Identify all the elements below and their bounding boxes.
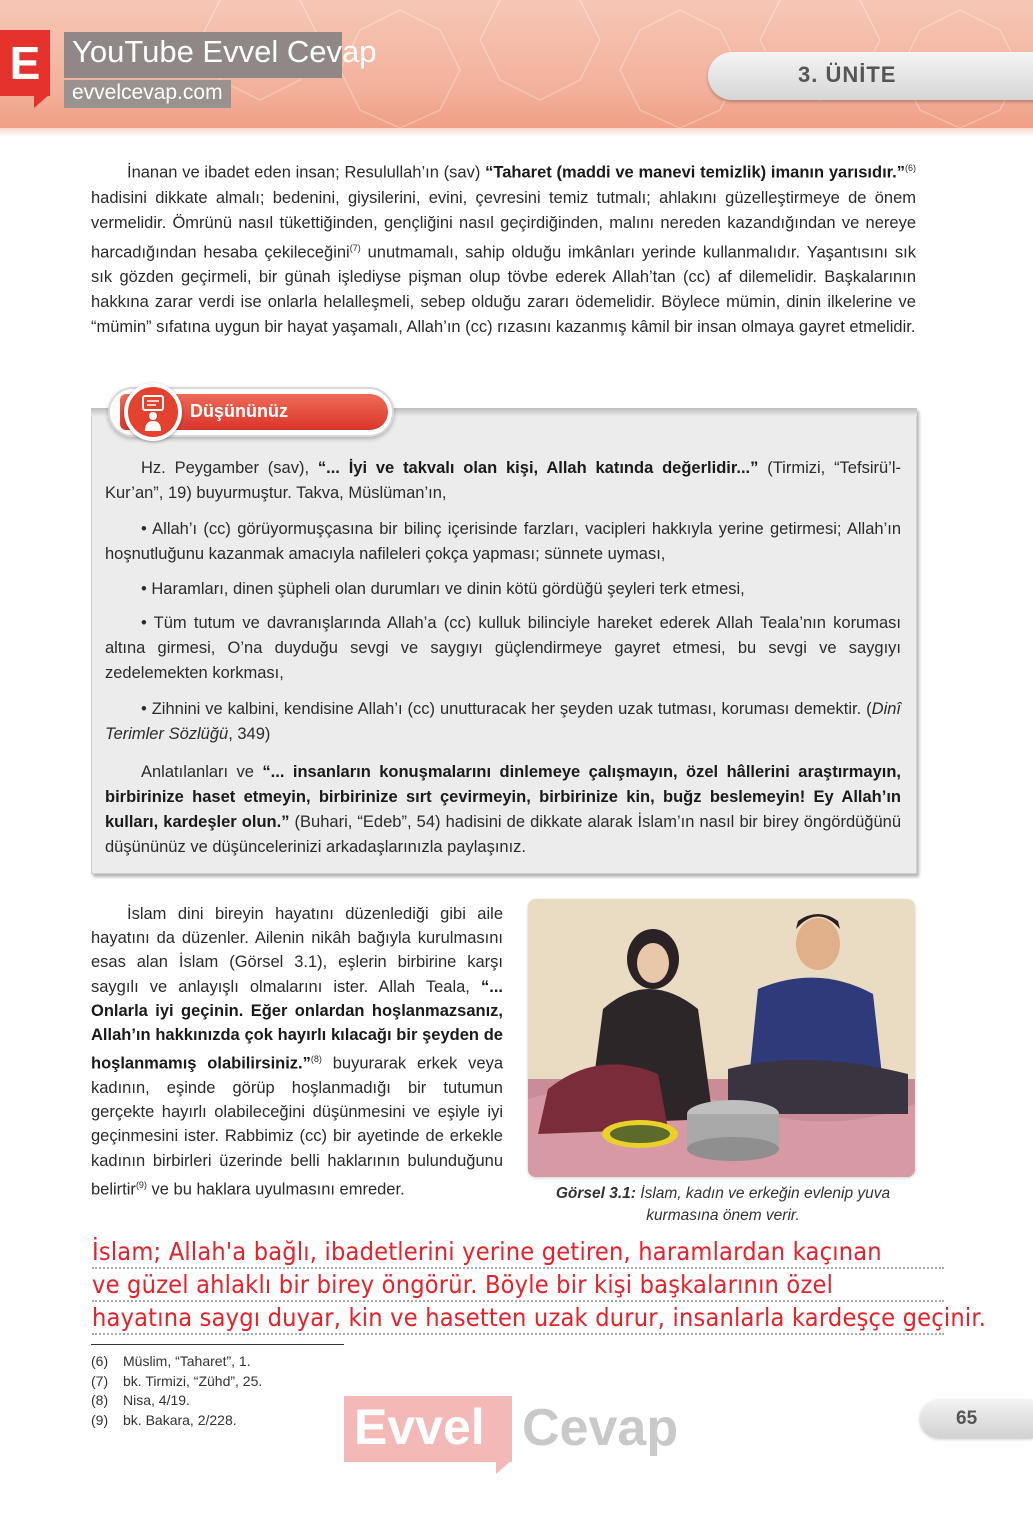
- page-number: 65: [920, 1400, 1033, 1438]
- brand-title: YouTube Evvel Cevap: [64, 32, 342, 78]
- footnotes: [91, 1352, 262, 1430]
- answer-line-3: hayatına saygı duyar, kin ve hasetten uzak durur, insanlarla kardeşçe geçinir.: [92, 1303, 944, 1335]
- think-paragraph-1: Hz. Peygamber (sav), “... İyi ve takvalı olan kişi, Allah katında değerlidir...” (Tirmizi, “Tefsirü’l-Kur’an”, 19) buyurmuştur. Takva, Müslüman’ın,: [105, 459, 901, 502]
- photo-caption: Görsel 3.1: İslam, kadın ve erkeğin evlenip yuva kurmasına önem verir.: [555, 1185, 891, 1224]
- couple-illustration: [528, 899, 915, 1177]
- family-photo: [528, 899, 915, 1177]
- watermark-tail: [496, 1460, 512, 1474]
- think-bullet-3: • Tüm tutum ve davranışlarında Allah’a (cc) kulluk bilinciyle hareket ederek Allah Teala’nın koruması altına girmesi, O’na duyduğu sevgi ve saygıyı güçlendirmeye gayret etmesi, bu sevgi ve saygıyı zedelemekten korkması,: [105, 614, 901, 682]
- think-title: Düşününüz: [120, 394, 388, 430]
- brand-logo-tail: [34, 94, 50, 108]
- thinking-person-icon: [124, 383, 182, 441]
- think-bullet-1: • Allah’ı (cc) görüyormuşçasına bir bilinç içerisinde farzları, vacipleri hakkıyla yerine getirmesi; Allah’ın hoşnutluğunu kazanmak amacıyla nafileleri çokça yapması; sünnete uyması,: [105, 520, 901, 563]
- footnote-item: (7) bk. Tirmizi, “Zühd”, 25.: [91, 1372, 263, 1389]
- unit-tab: 3. ÜNİTE: [708, 52, 1033, 100]
- think-paragraph-last: Anlatılanları ve “... insanların konuşmalarını dinlemeye çalışmayın, özel hâllerini araştırmayın, birbirinize haset etmeyin, birbirinize sırt çevirmeyin, birbirinize kin, buğz beslemeyin! Ey Allah’ın kulları, kardeşler olun.” (Buhari, “Edeb”, 54) hadisini de dikkate alarak İslam’ın nasıl bir birey öngördüğünü düşününüz ve düşüncelerinizi arkadaşlarınızla paylaşınız.: [105, 763, 902, 856]
- watermark-evvel: Evvel: [344, 1396, 512, 1462]
- think-bullet-2: • Haramları, dinen şüpheli olan durumları ve dinin kötü gördüğü şeyleri terk etmesi,: [141, 580, 745, 598]
- brand-url: evvelcevap.com: [64, 80, 231, 108]
- family-paragraph: İslam dini bireyin hayatını düzenlediği gibi aile hayatını da düzenler. Ailenin nikâh bağıyla kurulmasını esas alan İslam (Görsel 3.1), eşlerin birbirine karşı saygılı ve anlayışlı olmalarını ister. Allah Teala, “... Onlarla iyi geçinin. Eğer onlardan hoşlanmazsanız, Allah’ın hakkınızda çok hayırlı kılacağı bir şeyden de hoşlanmamış olabilirsiniz.”$^{(8)}$ buyurarak erkek veya kadının, eşinde görüp hoşlanmadığı bir tutumun gerçekte hayırlı olabileceğini düşünmesini ve eşiyle iyi geçinmesini ister. Rabbimiz (cc) bir ayetinde de erkekle kadının birbirleri üzerinde belli haklarının bulunduğunu belirtir$^{(9)}$ ve bu haklara uyulmasını emreder.: [91, 905, 504, 1199]
- footnote-item: (6) Müslim, “Taharet”, 1.: [91, 1353, 251, 1369]
- answer-line-2: ve güzel ahlaklı bir birey öngörür. Böyle bir kişi başkalarının özel: [92, 1270, 944, 1302]
- intro-paragraph: İnanan ve ibadet eden insan; Resulullah’ın (sav) “Taharet (maddi ve manevi temizlik) imanın yarısıdır.”$^{(6)}$ hadisini dikkate almalı; bedenini, giysilerini, evini, çevresini temiz tutmalı; ahlakını güzelleştirmeye de önem vermelidir. Ömrünü nasıl tükettiğinden, gençliğini nasıl geçirdiğinden, malını nereden kazandığından ve nereye harcadığından hesaba çekileceğini$^{(7)}$ unutmamalı, sahip olduğu imkânları yerinde kullanmalıdır. Yaşantısını sık sık gözden geçirmeli, bir günah işlediyse pişman olup tövbe ederek Allah’tan (cc) af dilemelidir. Başkalarının hakkına zarar verdi ise onlarla helalleşmeli, sebep olduğu zararı ödemelidir. Böylece mümin, dinin ilkelerine ve “mümin” sıfatına uygun bir hayat yaşamalı, Allah’ın (cc) rızasını kazanmış kâmil bir insan olmaya gayret etmelidir.: [91, 163, 916, 336]
- answer-line-1: İslam; Allah'a bağlı, ibadetlerini yerine getiren, haramlardan kaçınan: [92, 1237, 944, 1269]
- brand-logo: E: [0, 30, 50, 96]
- think-bullet-4: • Zihnini ve kalbini, kendisine Allah’ı (cc) unutturacak her şeyden uzak tutması, koruması demektir. (Dinî Terimler Sözlüğü, 349): [105, 700, 901, 743]
- watermark-cevap: Cevap: [522, 1399, 679, 1457]
- header-divider: [0, 128, 1033, 137]
- footnote-item: (8) Nisa, 4/19.: [91, 1392, 190, 1408]
- footnote-rule: [91, 1344, 344, 1345]
- footnote-item: (9) bk. Bakara, 2/228.: [91, 1411, 237, 1428]
